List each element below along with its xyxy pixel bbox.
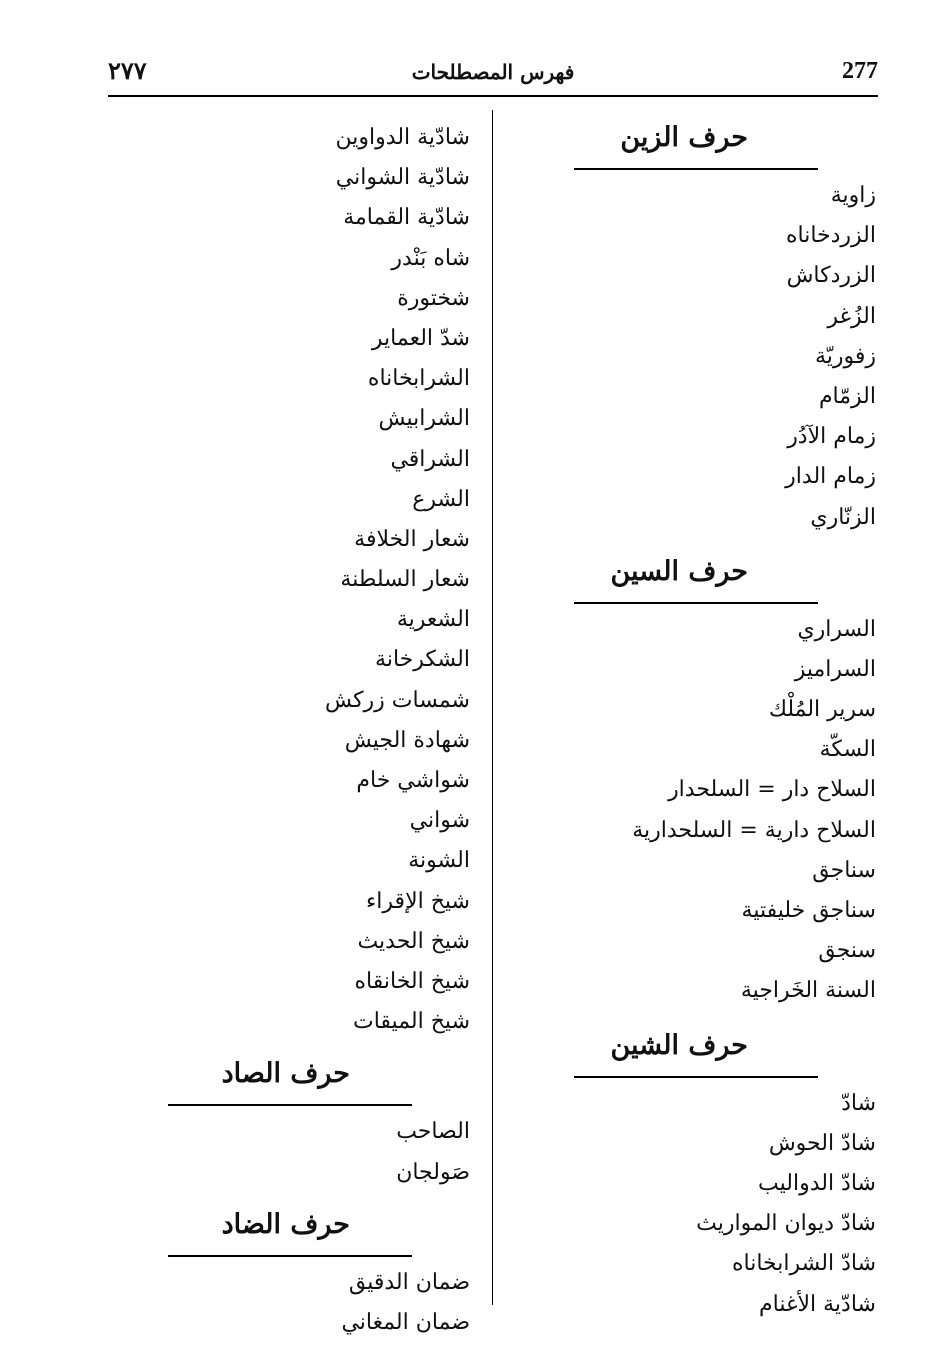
list-item: الزُغر bbox=[827, 303, 876, 329]
list-item: شواني bbox=[409, 808, 470, 834]
list-item: شهادة الجيش bbox=[344, 727, 470, 753]
section-title-sin: حرف السين bbox=[610, 555, 748, 587]
list-item: شادّية الأغنام bbox=[759, 1291, 876, 1317]
section-title-sad: حرف الصاد bbox=[221, 1058, 350, 1090]
list-item: شيخ الميقات bbox=[353, 1009, 470, 1035]
list-item: الشراقي bbox=[390, 446, 470, 472]
list-item: شادّ الحوش bbox=[768, 1130, 876, 1156]
page-number-arabic: ٢٧٧ bbox=[108, 56, 147, 85]
section-title-dad: حرف الضاد bbox=[221, 1208, 350, 1240]
list-sad bbox=[150, 1112, 470, 1192]
section-rule bbox=[574, 1076, 818, 1078]
list-item: ضمان الدقيق bbox=[348, 1269, 470, 1295]
list-item: السنة الخَراجية bbox=[740, 978, 876, 1004]
section-rule bbox=[574, 602, 818, 604]
list-item: سناجق bbox=[812, 857, 876, 883]
left-column bbox=[150, 118, 470, 1343]
list-item: الزردخاناه bbox=[785, 223, 876, 249]
list-shin bbox=[556, 1084, 876, 1325]
list-item: شادّ ديوان المواريث bbox=[696, 1211, 876, 1237]
list-item: الزنّاري bbox=[810, 504, 876, 530]
running-title: فهرس المصطلحات bbox=[411, 60, 575, 84]
list-zay bbox=[556, 176, 876, 538]
list-item: صَولجان bbox=[396, 1159, 470, 1185]
list-dad bbox=[150, 1263, 470, 1343]
list-item: سرير المُلْك bbox=[768, 697, 876, 723]
list-item: الشرابيش bbox=[378, 406, 470, 432]
list-item: الشعرية bbox=[396, 607, 470, 633]
list-item: شيخ الخانقاه bbox=[354, 968, 470, 994]
page-number-latin: 277 bbox=[842, 58, 878, 84]
list-item: شواشي خام bbox=[356, 768, 470, 793]
list-item: زفوريّة bbox=[814, 343, 876, 369]
list-item: شادّية الدواوين bbox=[335, 125, 470, 150]
list-item: السكّة bbox=[819, 737, 876, 763]
list-item: السراميز bbox=[794, 656, 876, 682]
list-item: الزردكاش bbox=[786, 263, 876, 289]
list-item: شادّية الشواني bbox=[335, 165, 470, 191]
list-item: شدّ العماير bbox=[371, 325, 470, 351]
column-divider bbox=[492, 110, 493, 1305]
section-rule bbox=[168, 1104, 412, 1106]
section-rule bbox=[168, 1255, 412, 1257]
list-item: شيخ الحديث bbox=[357, 928, 470, 954]
page-header bbox=[108, 52, 878, 92]
list-item: شادّ الشرابخاناه bbox=[732, 1251, 876, 1277]
list-item: زمام الآدُر bbox=[787, 424, 876, 450]
list-item: شادّية القمامة bbox=[343, 205, 470, 231]
list-item: زمام الدار bbox=[785, 464, 876, 490]
list-item: سناجق خليفتية bbox=[741, 898, 876, 923]
list-item: الصاحب bbox=[396, 1119, 470, 1145]
list-item: شادّ الدواليب bbox=[758, 1170, 876, 1196]
right-column bbox=[556, 118, 876, 1325]
section-title-zay: حرف الزين bbox=[620, 122, 748, 153]
list-item: سنجق bbox=[818, 938, 876, 964]
list-item: شعار السلطنة bbox=[340, 567, 470, 593]
list-item: شادّ bbox=[841, 1090, 876, 1116]
list-shin-continued bbox=[150, 118, 470, 1042]
list-item: الشكرخانة bbox=[375, 647, 470, 673]
list-item: السراري bbox=[797, 616, 876, 642]
list-item: الشونة bbox=[408, 848, 470, 874]
list-item: الشرابخاناه bbox=[367, 366, 470, 392]
list-item: الزمّام bbox=[818, 383, 876, 409]
list-item: ضمان المغاني bbox=[341, 1309, 470, 1335]
list-item: السلاح دارية = السلحدارية bbox=[632, 817, 876, 843]
list-item: زاوية bbox=[830, 183, 876, 208]
list-item: شمسات زركش bbox=[325, 687, 470, 713]
list-sin bbox=[556, 610, 876, 1012]
list-item: شيخ الإقراء bbox=[365, 888, 470, 914]
section-rule bbox=[574, 168, 818, 170]
section-title-shin: حرف الشين bbox=[610, 1029, 748, 1061]
list-item: شختورة bbox=[397, 285, 470, 311]
list-item: السلاح دار = السلحدار bbox=[668, 777, 876, 803]
list-item: شاه بَنْدر bbox=[391, 245, 470, 271]
list-item: شعار الخلافة bbox=[354, 526, 470, 552]
header-rule bbox=[108, 95, 878, 97]
list-item: الشرع bbox=[412, 486, 470, 512]
